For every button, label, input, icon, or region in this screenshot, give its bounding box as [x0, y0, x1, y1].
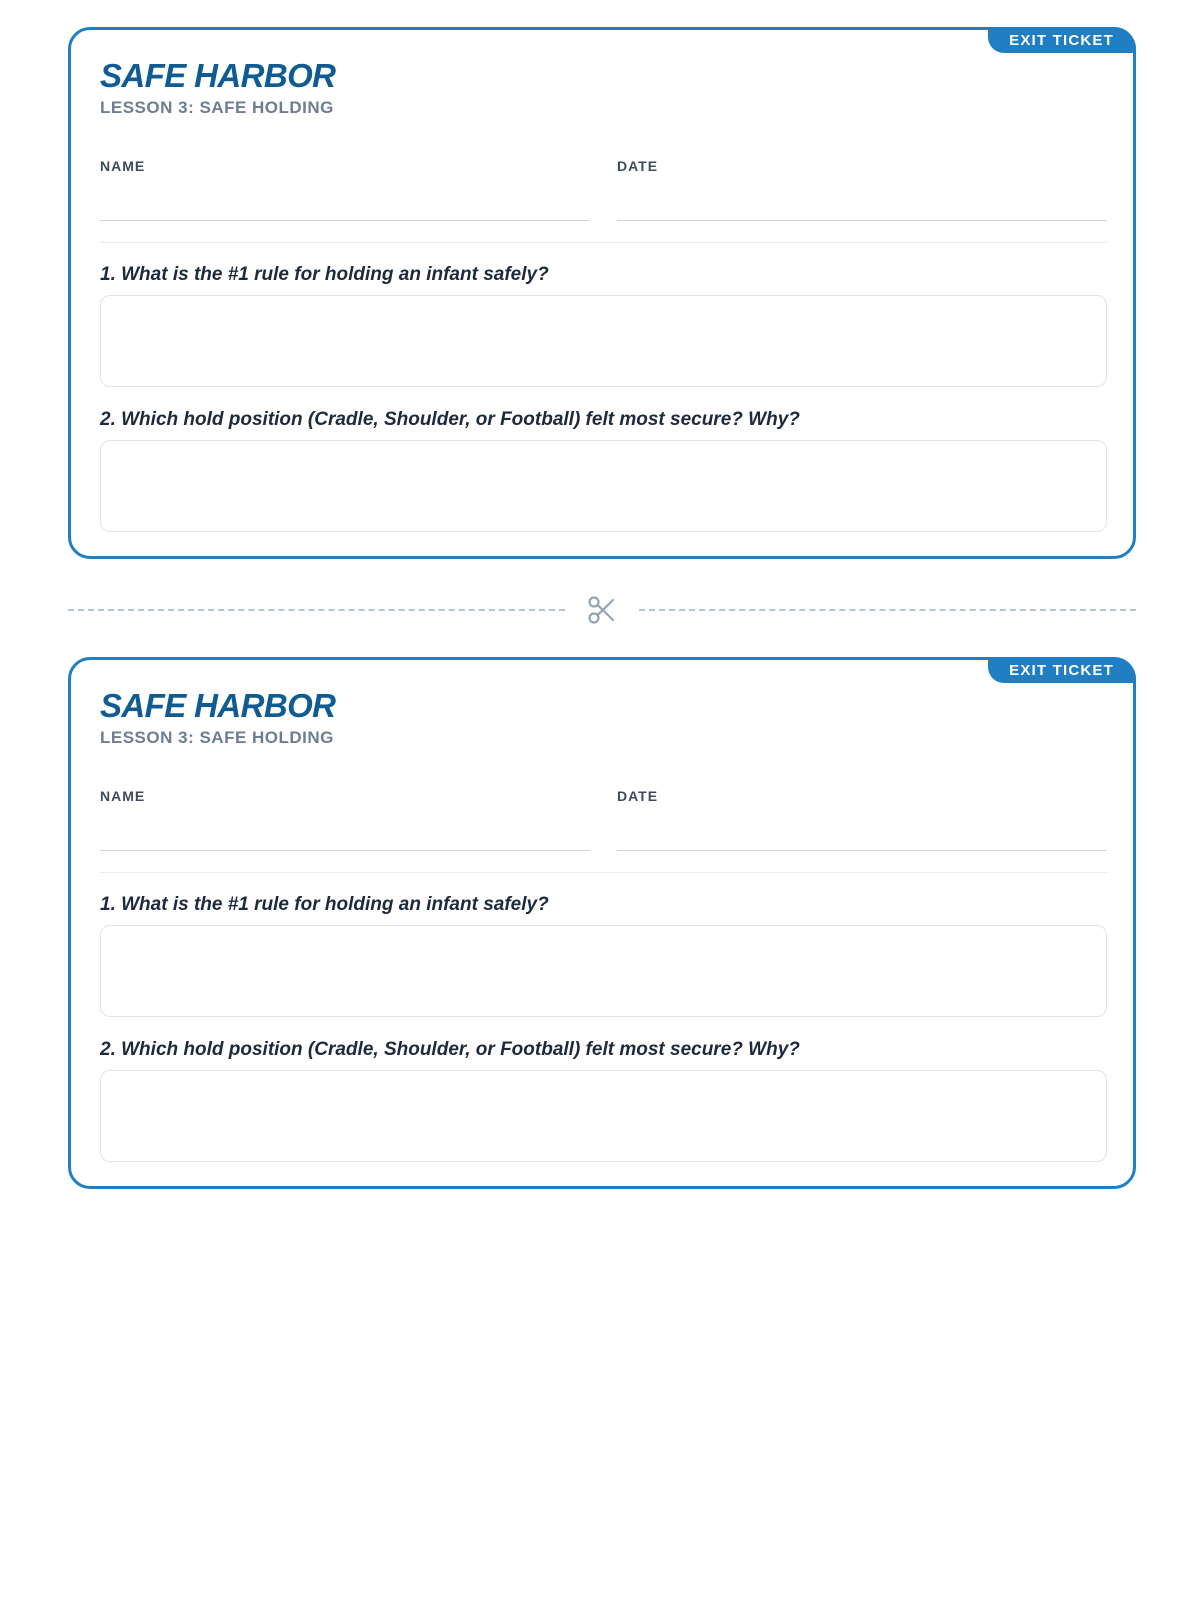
- exit-ticket-badge: EXIT TICKET: [988, 657, 1136, 683]
- date-label: DATE: [617, 158, 659, 174]
- cut-line-right: [639, 609, 1136, 611]
- scissors-icon: [586, 594, 618, 626]
- question-2: 2. Which hold position (Cradle, Shoulder, or Football) felt most secure? Why?: [100, 1039, 800, 1060]
- cut-line-left: [68, 609, 565, 611]
- name-label: NAME: [100, 788, 146, 804]
- name-label: NAME: [100, 158, 146, 174]
- name-field[interactable]: [100, 220, 590, 221]
- answer-box-1[interactable]: [100, 295, 1107, 387]
- brand-title: SAFE HARBOR: [100, 57, 336, 94]
- answer-box-2[interactable]: [100, 1070, 1107, 1162]
- question-2: 2. Which hold position (Cradle, Shoulder, or Football) felt most secure? Why?: [100, 409, 800, 430]
- lesson-subtitle: LESSON 3: SAFE HOLDING: [100, 98, 334, 117]
- answer-box-1[interactable]: [100, 925, 1107, 1017]
- date-field[interactable]: [617, 220, 1107, 221]
- divider: [100, 242, 1107, 243]
- question-1: 1. What is the #1 rule for holding an infant safely?: [100, 894, 549, 915]
- divider: [100, 872, 1107, 873]
- lesson-subtitle: LESSON 3: SAFE HOLDING: [100, 728, 334, 747]
- exit-ticket-2: [68, 657, 1136, 1189]
- exit-ticket-1: [68, 27, 1136, 559]
- answer-box-2[interactable]: [100, 440, 1107, 532]
- date-field[interactable]: [617, 850, 1107, 851]
- brand-title: SAFE HARBOR: [100, 687, 336, 724]
- date-label: DATE: [617, 788, 659, 804]
- name-field[interactable]: [100, 850, 590, 851]
- exit-ticket-badge: EXIT TICKET: [988, 27, 1136, 53]
- question-1: 1. What is the #1 rule for holding an infant safely?: [100, 264, 549, 285]
